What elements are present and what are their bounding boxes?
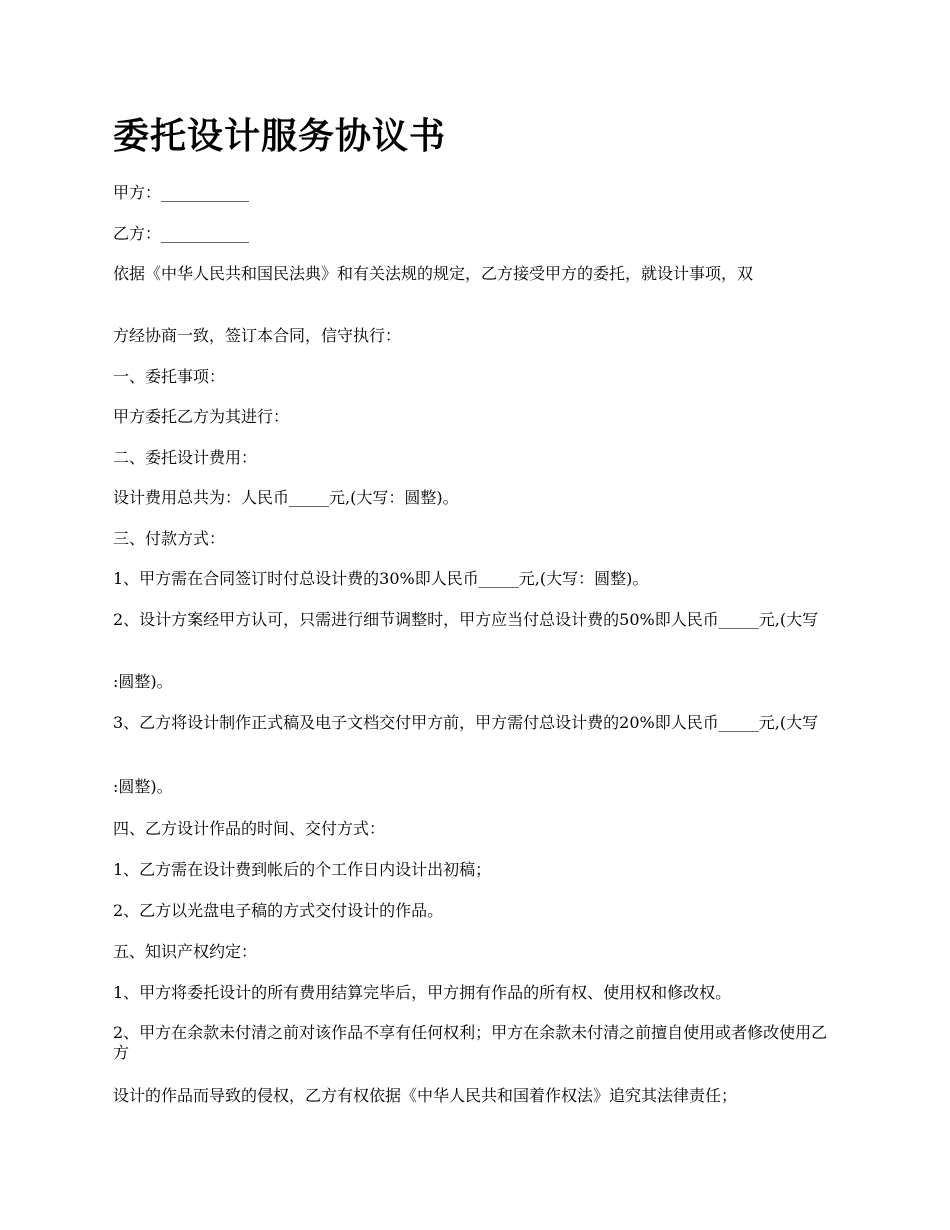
- document-title: 委托设计服务协议书: [113, 115, 447, 157]
- payment-item-2: 2、设计方案经甲方认可，只需进行细节调整时，甲方应当付总设计费的50%即人民币_____元,(大写: [113, 610, 819, 629]
- payment-item-3: 3、乙方将设计制作正式稿及电子文档交付甲方前，甲方需付总设计费的20%即人民币_____元,(大写: [113, 713, 819, 732]
- section-heading-ip: 五、知识产权约定：: [113, 942, 258, 961]
- ip-item-2: 2、甲方在余款未付清之前对该作品不享有任何权利；甲方在余款未付清之前擅自使用或者修改使用乙方: [113, 1023, 828, 1062]
- party-b-line: 乙方：___________: [113, 224, 250, 243]
- ip-item-1: 1、甲方将委托设计的所有费用结算完毕后，甲方拥有作品的所有权、使用权和修改权。: [113, 983, 732, 1002]
- payment-item-1: 1、甲方需在合同签订时付总设计费的30%即人民币_____元,(大写：圆整)。: [113, 569, 649, 588]
- section-heading-delivery: 四、乙方设计作品的时间、交付方式：: [113, 819, 386, 838]
- preamble-paragraph: 依据《中华人民共和国民法典》和有关法规的规定，乙方接受甲方的委托，就设计事项，双: [113, 264, 754, 283]
- section-heading-commission: 一、委托事项：: [113, 367, 226, 386]
- payment-item-3-continuation: :圆整)。: [113, 777, 173, 796]
- delivery-item-1: 1、乙方需在设计费到帐后的个工作日内设计出初稿；: [113, 860, 492, 879]
- fee-total-text: 设计费用总共为：人民币_____元,(大写：圆整)。: [113, 488, 459, 507]
- payment-item-2-continuation: :圆整)。: [113, 672, 173, 691]
- preamble-continuation: 方经协商一致，签订本合同，信守执行：: [113, 326, 402, 345]
- section-heading-fee: 二、委托设计费用：: [113, 448, 258, 467]
- section-heading-payment: 三、付款方式：: [113, 529, 226, 548]
- party-a-line: 甲方：___________: [113, 183, 250, 202]
- commission-text: 甲方委托乙方为其进行：: [113, 407, 290, 426]
- delivery-item-2: 2、乙方以光盘电子稿的方式交付设计的作品。: [113, 901, 444, 920]
- ip-item-2-continuation: 设计的作品而导致的侵权，乙方有权依据《中华人民共和国着作权法》追究其法律责任；: [113, 1086, 738, 1105]
